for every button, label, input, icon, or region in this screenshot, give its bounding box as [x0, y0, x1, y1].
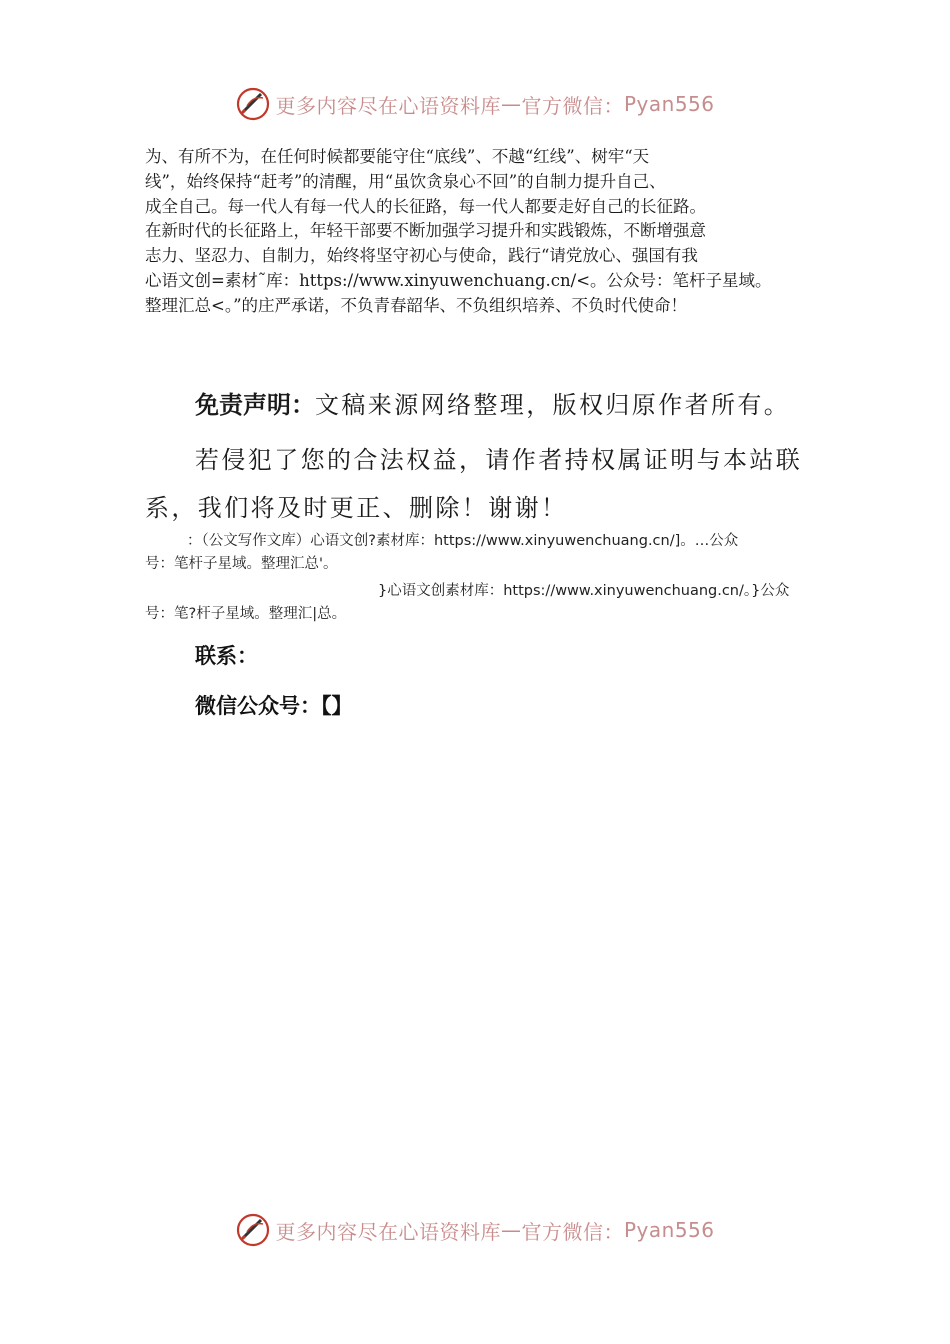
pen-logo-icon [235, 86, 271, 122]
body-line: 为、有所不为，在任何时候都要能守住“底线”、不越“红线”、树牢“天 [145, 147, 650, 166]
pen-logo-icon [235, 1212, 271, 1248]
disclaimer-text-1: 文稿来源网络整理，版权归原作者所有。 [315, 391, 791, 419]
banner-wechat-id: Pyan556 [623, 92, 715, 116]
disclaimer-label: 免责声明： [195, 391, 315, 419]
source-note-2-line-1: }心语文创素材库：https://www.xinyuwenchuang.cn/。}公众 [378, 583, 790, 599]
body-line: 整理汇总<。”的庄严承诺，不负青春韶华、不负组织培养、不负时代使命！ [145, 295, 688, 315]
source-note-1-line-2: 号：笔杆子星域。整理汇总'。 [145, 556, 338, 572]
body-line: 成全自己。每一代人有每一代人的长征路，每一代人都要走好自己的长征路。 [145, 196, 706, 216]
body-line: 线”，始终保持“赶考”的清醒，用“虽饮贪泉心不回”的自制力提升自己、 [145, 171, 666, 191]
source-note-2 [145, 580, 815, 626]
source-note-1 [145, 530, 815, 576]
source-note-1-line-1: ：（公文写作文库）心语文创?素材库：https://www.xinyuwenchuang.cn/]。…公众 [187, 533, 739, 549]
header-banner [0, 84, 950, 124]
disclaimer-line-3: 系，我们将及时更正、删除！谢谢！ [145, 494, 568, 522]
banner-dash: — [500, 92, 522, 116]
banner-main-text: 更多内容尽在心语资料库 [275, 1219, 501, 1244]
contact-label: 联系： [195, 644, 258, 668]
source-note-2-line-2: 号：笔?杆子星域。整理汇|总。 [145, 606, 347, 622]
disclaimer-line-1 [195, 385, 790, 420]
banner-official-label: 官方微信： [521, 93, 624, 118]
body-line: 心语文创=素材˜库：https://www.xinyuwenchuang.cn/<。公众号：笔杆子星域。 [145, 270, 772, 290]
wechat-account-label: 微信公众号：【】 [195, 694, 353, 718]
body-line: 在新时代的长征路上，年轻干部要不断加强学习提升和实践锻炼，不断增强意 [145, 221, 706, 241]
banner-official-label: 官方微信： [521, 1219, 624, 1244]
banner-dash: — [500, 1218, 522, 1242]
footer-banner [0, 1210, 950, 1250]
banner-wechat-id: Pyan556 [623, 1218, 715, 1242]
banner-main-text: 更多内容尽在心语资料库 [275, 93, 501, 118]
body-line: 志力、坚忍力、自制力，始终将坚守初心与使命，践行“请党放心、强国有我 [145, 246, 698, 266]
disclaimer-line-2: 若侵犯了您的合法权益，请作者持权属证明与本站联 [195, 446, 803, 474]
body-paragraph [145, 145, 825, 319]
